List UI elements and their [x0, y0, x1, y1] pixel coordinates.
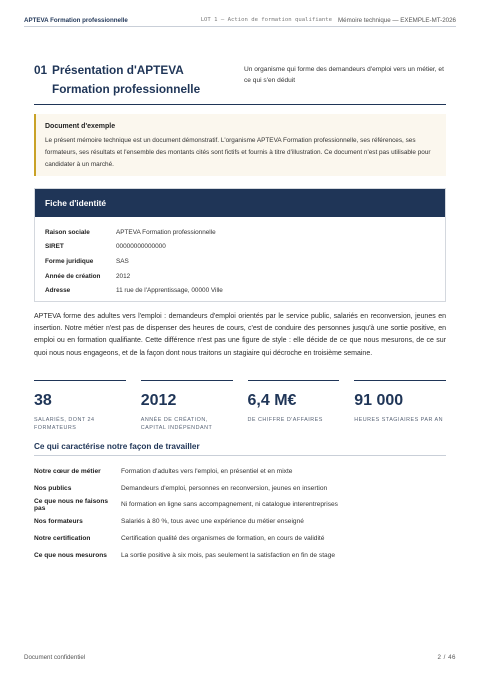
notice-body: Le présent mémoire technique est un document démonstratif. L'organisme APTEVA Formation professionnelle, ses références, ses formateurs, ses résultats et l'ensemble des montants cités sont fictifs et fournis à titre d'illustration. Ce document n'est pas utilisable pour candidater à un marché. [45, 137, 431, 168]
identity-value: SAS [116, 257, 129, 265]
section-divider [34, 104, 446, 105]
page-footer [24, 654, 456, 661]
feature-value: Salariés à 80 %, tous avec une expérience du métier enseigné [121, 518, 304, 526]
key-figures [34, 380, 446, 432]
header-org: APTEVA Formation professionnelle [24, 16, 128, 24]
identity-value: 00000000000000 [116, 243, 166, 251]
feature-value: Certification qualité des organismes de formation, en cours de validité [121, 535, 325, 543]
identity-table [45, 225, 223, 298]
stat-value: 91 000 [354, 392, 404, 409]
identity-value: APTEVA Formation professionnelle [116, 228, 216, 236]
feature-label: Nos publics [34, 484, 72, 492]
features-table [34, 463, 338, 564]
notice-title: Document d'exemple [45, 123, 116, 130]
stat-value: 2012 [140, 392, 177, 409]
identity-card-title: Fiche d'identité [35, 189, 445, 217]
identity-row [45, 283, 223, 298]
page-header [24, 15, 456, 25]
feature-label: Notre cœur de métier [34, 467, 101, 475]
feature-label: Ce que nous mesurons [34, 551, 107, 559]
feature-row [34, 463, 338, 480]
feature-row [34, 513, 338, 530]
features-divider [34, 455, 446, 456]
section-title-line1: Présentation d'APTEVA [52, 63, 184, 77]
feature-value: Demandeurs d'emploi, personnes en reconversion, jeunes en insertion [121, 484, 328, 492]
feature-value: Ni formation en ligne sans accompagnement, ni catalogue interentreprises [121, 501, 338, 509]
section-title-line2: Formation professionnelle [52, 82, 201, 96]
stat-revenue [248, 380, 340, 432]
identity-label: Raison sociale [45, 228, 90, 236]
section-title [34, 61, 234, 99]
stat-label: HEURES STAGIAIRES PAR AN [354, 417, 444, 423]
feature-value: La sortie positive à six mois, pas seulement la satisfaction en fin de stage [121, 551, 336, 559]
identity-row [45, 225, 223, 240]
feature-label: Nos formateurs [34, 518, 83, 526]
identity-label: Forme juridique [45, 257, 94, 265]
footer-confidential: Document confidentiel [24, 654, 86, 661]
identity-label: Adresse [45, 287, 71, 295]
stat-value: 38 [34, 392, 52, 409]
feature-label: Notre certification [34, 535, 91, 543]
header-divider [24, 26, 456, 27]
stat-employees [34, 380, 126, 432]
identity-row [45, 254, 223, 269]
section-number: 01 [34, 63, 48, 77]
page-number: 2 / 46 [437, 654, 456, 661]
stat-hours [354, 380, 446, 432]
identity-row [45, 269, 223, 284]
features-title: Ce qui caractérise notre façon de travailler [34, 442, 200, 451]
stat-value: 6,4 M€ [247, 392, 297, 409]
section-intro: Un organisme qui forme des demandeurs d'emploi vers un métier, et ce qui s'en déduit [244, 66, 444, 84]
feature-row [34, 497, 338, 514]
identity-value: 2012 [116, 272, 131, 280]
feature-row [34, 547, 338, 564]
body-paragraph: APTEVA forme des adultes vers l'emploi : demandeurs d'emploi orientés par le service public, salariés en reconversion, jeunes en insertion. Notre métier n'est pas de dispenser des heures de cours, c'est de conduire des personnes jusqu'à une sortie positive, en emploi ou en formation qualifiante. Cette différence n'est pas une figure de style : elle décide de ce que nous mesurons, de ce sur quoi nous nous engageons, et de la façon dont nous traitons un stagiaire qui décroche en troisième semaine. [34, 313, 446, 357]
identity-label: Année de création [45, 272, 101, 280]
feature-value: Formation d'adultes vers l'emploi, en présentiel et en mixte [121, 467, 293, 475]
identity-card [34, 188, 446, 302]
feature-row [34, 530, 338, 547]
stat-label: SALARIÉS, DONT 24 FORMATEURS [34, 417, 95, 431]
stat-label: ANNÉE DE CRÉATION, CAPITAL INDÉPENDANT [140, 417, 213, 431]
feature-row [34, 480, 338, 497]
example-notice [34, 114, 446, 176]
identity-value: 11 rue de l'Apprentissage, 00000 Ville [116, 287, 223, 295]
stat-label: DE CHIFFRE D'AFFAIRES [247, 417, 323, 423]
feature-label: Ce que nous ne faisons pas [34, 497, 109, 512]
header-reference: Mémoire technique — EXEMPLE-MT-2026 [338, 16, 456, 24]
header-lot: LOT 1 — Action de formation qualifiante [200, 17, 333, 23]
stat-founded [141, 380, 233, 432]
identity-label: SIRET [45, 243, 64, 251]
identity-row [45, 240, 223, 255]
